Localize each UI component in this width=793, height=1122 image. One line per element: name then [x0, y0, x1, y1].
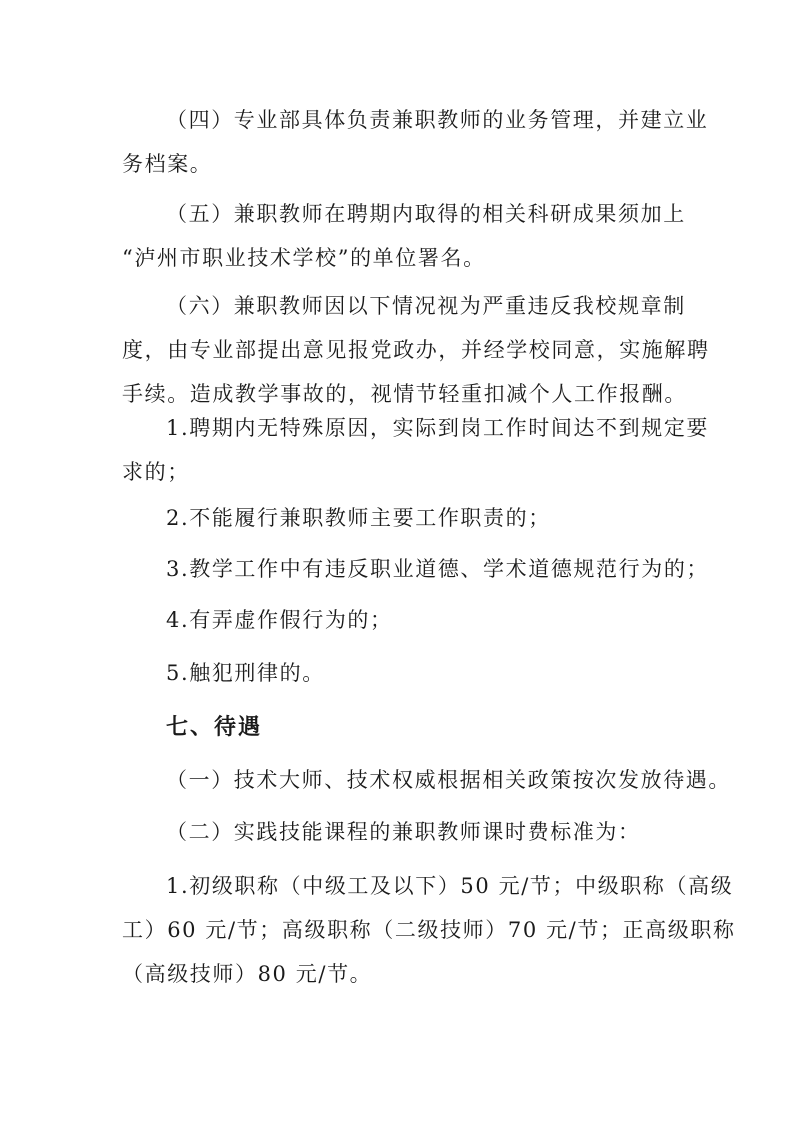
- list-item-5: [122, 651, 677, 695]
- text-line: （六）兼职教师因以下情况视为严重违反我校规章制: [166, 294, 686, 318]
- text-line: 3.教学工作中有违反职业道德、学术道德规范行为的；: [166, 557, 710, 581]
- text-line: 求的；: [122, 460, 190, 484]
- text-line: （五）兼职教师在聘期内取得的相关科研成果须加上: [166, 202, 686, 226]
- text-line: 1.聘期内无特殊原因，实际到岗工作时间达不到规定要: [166, 416, 710, 440]
- text-line: 度，由专业部提出意见报党政办，并经学校同意，实施解聘: [122, 338, 710, 362]
- list-item-2: [122, 496, 677, 540]
- text-line: 工）60 元/节；高级职称（二级技师）70 元/节；正高级职称: [122, 918, 736, 942]
- text-line: （一）技术大师、技术权威根据相关政策按次发放待遇。: [166, 768, 731, 792]
- text-line: “泸州市职业技术学校”的单位署名。: [122, 246, 486, 270]
- text-line: （四）专业部具体负责兼职教师的业务管理，并建立业: [166, 108, 709, 132]
- text-line: 手续。造成教学事故的，视情节轻重扣减个人工作报酬。: [122, 382, 687, 406]
- text-line: （高级技师）80 元/节。: [122, 962, 373, 986]
- paragraph-management: [122, 98, 709, 186]
- list-item-4: [122, 598, 677, 642]
- text-line: 1.初级职称（中级工及以下）50 元/节；中级职称（高级: [166, 874, 734, 898]
- text-line: 4.有弄虚作假行为的；: [166, 608, 393, 632]
- text-line: （二）实践技能课程的兼职教师课时费标准为：: [166, 820, 641, 844]
- paragraph-fee-standard: [122, 864, 736, 996]
- paragraph-treatment-2: [122, 810, 677, 854]
- paragraph-dismissal: [122, 284, 710, 416]
- paragraph-treatment-1: [122, 758, 731, 802]
- paragraph-research: [122, 192, 686, 280]
- section-heading: 七、待遇: [166, 715, 263, 740]
- text-line: 务档案。: [122, 152, 213, 176]
- text-line: 5.触犯刑律的。: [166, 661, 325, 685]
- list-item-1: [122, 406, 710, 494]
- text-line: 2.不能履行兼职教师主要工作职责的；: [166, 506, 551, 530]
- list-item-3: [122, 547, 710, 591]
